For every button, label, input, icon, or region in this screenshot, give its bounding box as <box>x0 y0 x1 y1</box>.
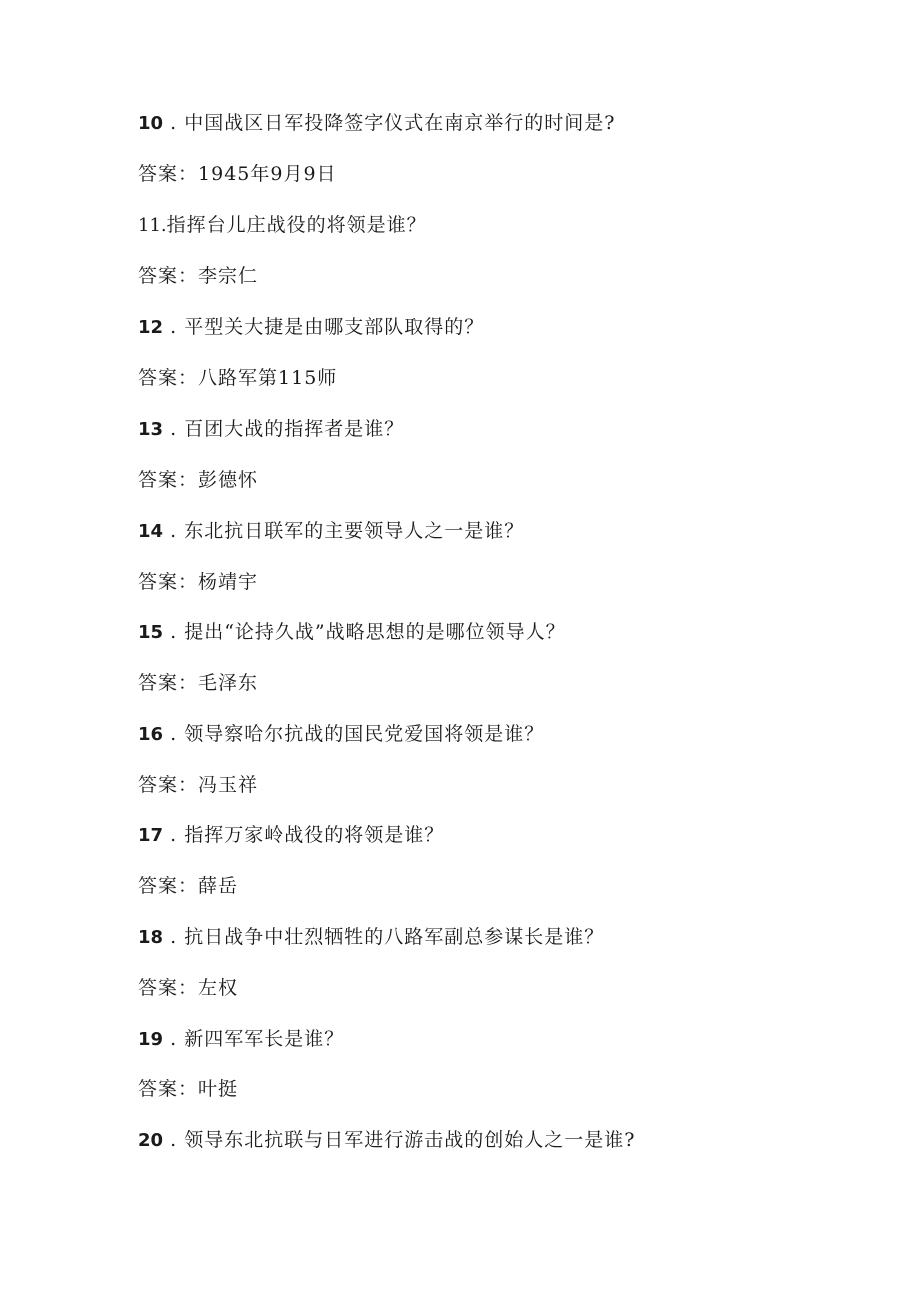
question-separator: . <box>163 112 185 134</box>
question-text: 领导东北抗联与日军进行游击战的创始人之一是谁? <box>184 1129 636 1151</box>
answer-label: 答案： <box>138 367 199 389</box>
question-16 <box>138 722 544 747</box>
answer-label: 答案： <box>138 977 199 999</box>
question-separator: . <box>163 621 185 643</box>
answer-10 <box>138 162 337 186</box>
question-15 <box>138 620 566 645</box>
question-11 <box>138 213 427 238</box>
answer-18 <box>138 976 238 1000</box>
answer-text: 彭德怀 <box>198 469 259 491</box>
question-separator: . <box>163 926 185 948</box>
answer-17 <box>138 874 238 898</box>
answer-label: 答案： <box>138 875 199 897</box>
answer-text: 薛岳 <box>198 875 239 897</box>
answer-text: 李宗仁 <box>198 265 259 287</box>
question-separator: . <box>163 1129 185 1151</box>
question-number: 12 <box>138 317 164 338</box>
question-number: 19 <box>138 1029 164 1050</box>
answer-16 <box>138 773 258 797</box>
answer-14 <box>138 570 258 594</box>
question-text: 指挥台儿庄战役的将领是谁？ <box>166 214 427 236</box>
answer-text: 杨靖宇 <box>198 571 259 593</box>
answer-label: 答案： <box>138 1078 199 1100</box>
question-number: 20 <box>138 1130 164 1151</box>
answer-13 <box>138 468 258 492</box>
answer-19 <box>138 1077 238 1101</box>
answer-text: 左权 <box>198 977 239 999</box>
question-text: 指挥万家岭战役的将领是谁？ <box>184 824 445 846</box>
answer-text: 八路军第115师 <box>198 367 338 389</box>
answer-text: 叶挺 <box>198 1078 239 1100</box>
question-17 <box>138 823 444 848</box>
answer-label: 答案： <box>138 469 199 491</box>
question-number: 17 <box>138 825 164 846</box>
question-number: 14 <box>138 521 164 542</box>
answer-label: 答案： <box>138 571 199 593</box>
question-text: 中国战区日军投降签字仪式在南京举行的时间是? <box>184 112 616 134</box>
answer-label: 答案： <box>138 774 199 796</box>
question-separator: . <box>163 316 185 338</box>
answer-15 <box>138 671 258 695</box>
question-19 <box>138 1027 344 1052</box>
question-separator: . <box>163 520 185 542</box>
question-separator: . <box>163 723 185 745</box>
question-text: 百团大战的指挥者是谁？ <box>184 418 405 440</box>
question-10 <box>138 111 615 136</box>
question-separator: . <box>163 1028 185 1050</box>
answer-label: 答案： <box>138 163 199 185</box>
question-text: 东北抗日联军的主要领导人之一是谁？ <box>184 520 525 542</box>
question-12 <box>138 315 484 340</box>
answer-text: 毛泽东 <box>198 672 259 694</box>
question-number: 15 <box>138 622 164 643</box>
answer-label: 答案： <box>138 672 199 694</box>
question-text: 领导察哈尔抗战的国民党爱国将领是谁？ <box>184 723 545 745</box>
answer-label: 答案： <box>138 265 199 287</box>
question-text: 平型关大捷是由哪支部队取得的？ <box>184 316 485 338</box>
question-text: 提出“论持久战”战略思想的是哪位领导人？ <box>184 621 566 643</box>
question-separator: . <box>163 824 185 846</box>
question-20 <box>138 1128 635 1153</box>
question-text: 新四军军长是谁？ <box>184 1028 345 1050</box>
answer-text: 1945年9月9日 <box>198 163 337 185</box>
question-18 <box>138 925 604 950</box>
question-number: 13 <box>138 419 164 440</box>
answer-12 <box>138 366 337 390</box>
question-13 <box>138 417 404 442</box>
answer-text: 冯玉祥 <box>198 774 259 796</box>
question-number: 18 <box>138 927 164 948</box>
question-separator: . <box>163 418 185 440</box>
question-number: 10 <box>138 113 164 134</box>
question-number: 11. <box>138 215 167 236</box>
answer-11 <box>138 264 258 288</box>
question-14 <box>138 519 524 544</box>
question-text: 抗日战争中壮烈牺牲的八路军副总参谋长是谁？ <box>184 926 605 948</box>
question-number: 16 <box>138 724 164 745</box>
